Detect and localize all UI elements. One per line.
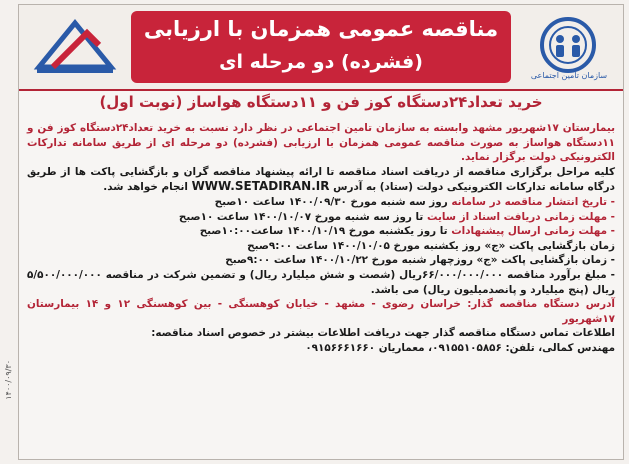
opening-time-1: زمان بازگشایی پاکت «ج» روز یکشنبه مورخ ۱۴۰۰/۱۰/۰۵ ساعت ۹:۰۰صبح [247,239,615,252]
proposal-deadline: - مهلت زمانی ارسال پیشنهادات تا روز یکشنبه مورخ ۱۴۰۰/۱۰/۱۹ ساعت۱۰:۰۰صبح [199,225,615,238]
intro-paragraph: بیمارستان ۱۷شهریور مشهد وابسته به سازمان تامین اجتماعی در نظر دارد نسبت به خرید تعداد۲۴دستگاه کوز فن و ۱۱دستگاه هواساز به صورت مناقصه عمومی همزمان با ارزیابی (فشرده) دو مرحله ای از طریق سامانه تدارکات الکترونیکی دولت برگزار نماید. [27,122,615,164]
banner-subtitle: (فشرده) دو مرحله ای [219,51,423,73]
publish-date: - تاریخ انتشار مناقصه در سامانه روز سه شنبه مورخ ۱۴۰۰/۰۹/۳۰ ساعت ۱۰صبح [214,195,615,208]
logo-caption: سازمان تامین اجتماعی [530,71,608,80]
tender-body [27,121,615,356]
banner-title: مناقصه عمومی همزمان با ارزیابی [143,17,499,41]
side-date-stamp: ۱۴۰۰/۰۹/۳۰ [4,360,13,400]
estimate-amount: - مبلغ برآورد مناقصه ۶۶/۰۰۰/۰۰۰/۰۰۰ریال (شصت و شش میلیارد ریال) و تضمین شرکت در مناقصه ۵/۵۰۰/۰۰۰/۰۰۰ ریال (پنج میلیارد و پانصدمیلیون ریال) می باشد. [27,268,615,296]
setad-website: WWW.SETADIRAN.IR [191,179,330,194]
advertisement-page [18,4,624,460]
process-paragraph: کلیه مراحل برگزاری مناقصه از دریافت اسناد مناقصه تا ارائه پیشنهاد مناقصه گران و بازگشایی پاکت ها از طریق درگاه سامانه تدارکات الکترونیکی دولت (ستاد) به آدرس WWW.SETADIRAN.IR انجام خواهد شد. [27,165,615,194]
contact-phones: مهندس کمالی، تلفن: ۰۹۱۵۵۱۰۵۸۵۶، معماریان ۰۹۱۵۶۶۶۱۶۶۰ [305,341,615,354]
opening-time-2: - زمان بازگشایی پاکت «ج» روزچهار شنبه مورخ ۱۴۰۰/۱۰/۲۲ ساعت ۹:۰۰صبح [225,254,615,267]
contact-info: اطلاعات تماس دستگاه مناقصه گذار جهت دریافت اطلاعات بیشتر در خصوص اسناد مناقصه: [151,327,615,340]
title-banner [131,11,511,83]
document-deadline: - مهلت زمانی دریافت اسناد از سایت تا روز سه شنبه مورخ ۱۴۰۰/۱۰/۰۷ ساعت ۱۰صبح [178,210,615,223]
header [19,5,623,91]
tender-subject: خرید تعداد۲۴دستگاه کوز فن و ۱۱دستگاه هواساز (نوبت اول) [99,93,543,111]
address: آدرس دستگاه مناقصه گذار: خراسان رضوی - مشهد - خیابان کوهسنگی - بین کوهسنگی ۱۲ و ۱۴ بیمارستان ۱۷شهریور [27,298,615,325]
company-logo-icon [29,15,121,81]
